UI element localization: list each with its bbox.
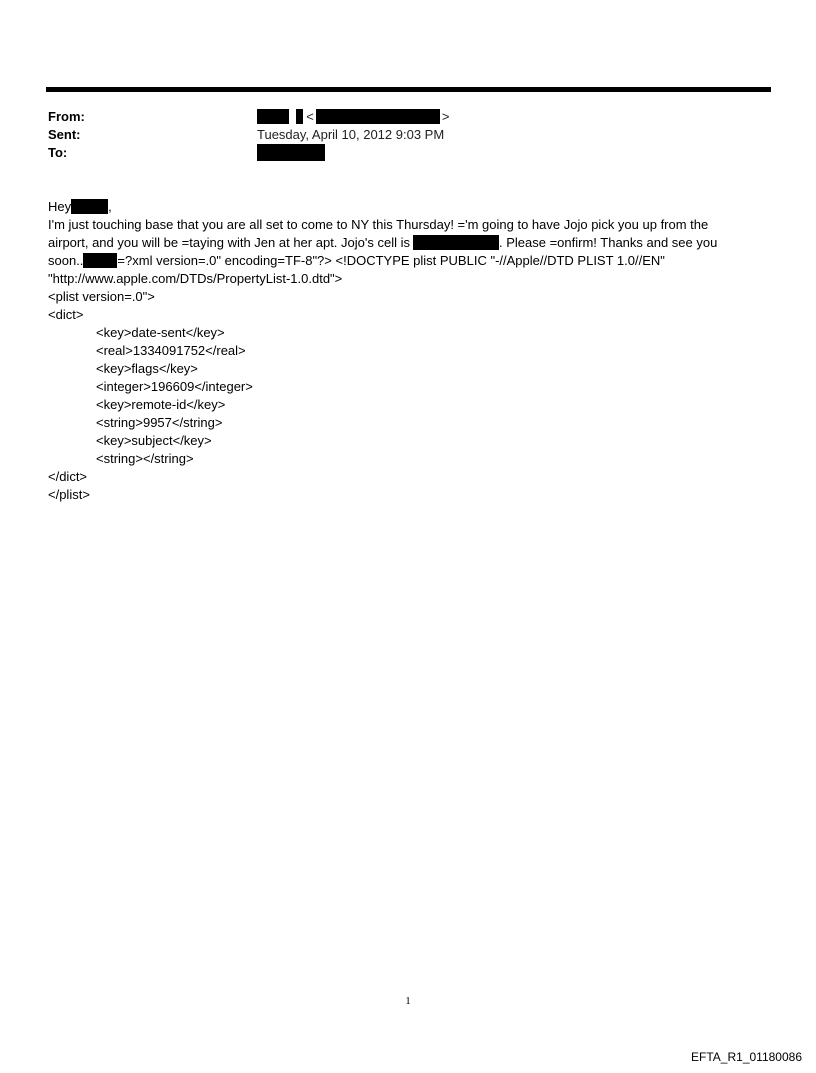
email-body	[48, 198, 748, 504]
page-number: 1	[405, 995, 411, 1007]
email-header	[48, 108, 768, 162]
body-line: I'm just touching base that you are all set to come to NY this Thursday! ='m going to have Jojo pick you up from the	[48, 217, 709, 232]
plist-line: <key>flags</key>	[96, 361, 198, 376]
from-close-bracket: >	[441, 109, 450, 124]
body-line: "http://www.apple.com/DTDs/PropertyList-1.0.dtd">	[48, 271, 343, 286]
sent-row	[48, 126, 768, 144]
from-value	[257, 108, 449, 126]
from-row	[48, 108, 768, 126]
to-label: To:	[48, 145, 68, 160]
plist-line: <string>9957</string>	[96, 415, 223, 430]
body-line: <dict>	[48, 307, 84, 322]
plist-line: <key>remote-id</key>	[96, 397, 226, 412]
redaction-block	[296, 109, 303, 124]
body-line: <plist version=.0">	[48, 289, 155, 304]
body-line: </plist>	[48, 487, 90, 502]
redaction-block	[83, 253, 117, 268]
plist-line: <key>date-sent</key>	[96, 325, 225, 340]
document-id: EFTA_R1_01180086	[691, 1050, 802, 1064]
sent-value: Tuesday, April 10, 2012 9:03 PM	[257, 127, 445, 142]
sent-label: Sent:	[48, 127, 81, 142]
plist-line: <integer>196609</integer>	[96, 379, 253, 394]
redaction-block	[71, 199, 108, 214]
plist-line: <key>subject</key>	[96, 433, 212, 448]
redaction-block	[316, 109, 440, 124]
body-line: </dict>	[48, 469, 88, 484]
redaction-block	[413, 235, 499, 250]
greeting-line: Hey ,	[48, 199, 112, 214]
to-value	[257, 144, 325, 163]
from-label: From:	[48, 109, 85, 124]
plist-line: <string></string>	[96, 451, 194, 466]
header-rule	[46, 87, 771, 92]
from-open-bracket: <	[306, 109, 314, 124]
body-line: airport, and you will be =taying with Jen at her apt. Jojo's cell is . Please =onfirm! Thanks and see you	[48, 235, 718, 250]
body-line: soon.. =?xml version=.0" encoding=TF-8"?> <!DOCTYPE plist PUBLIC "-//Apple//DTD PLIST 1.0//EN"	[48, 253, 665, 268]
to-row	[48, 144, 768, 162]
plist-line: <real>1334091752</real>	[96, 343, 246, 358]
redaction-block	[257, 144, 325, 161]
redaction-block	[257, 109, 289, 124]
